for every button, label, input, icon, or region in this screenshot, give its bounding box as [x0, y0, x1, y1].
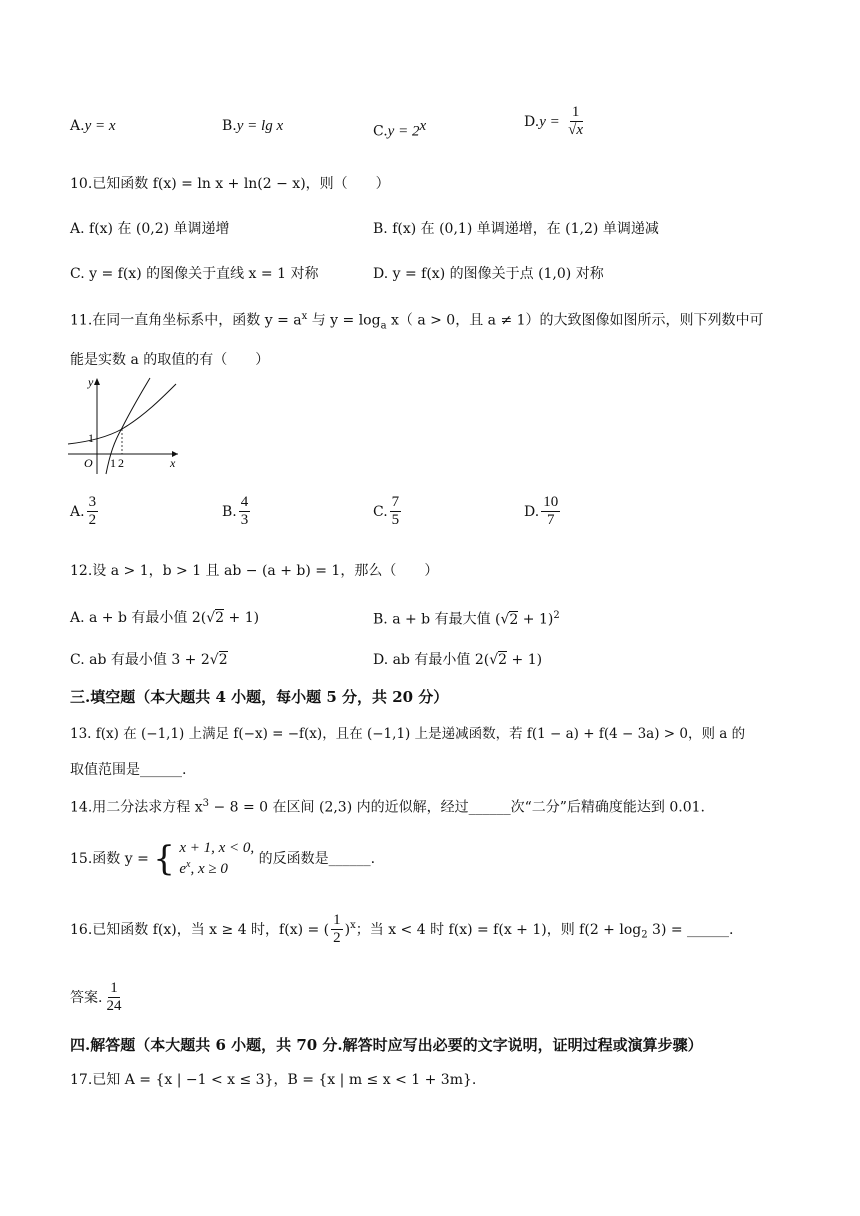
q12-option-d: D. ab 有最小值 2(√2 + 1)	[373, 652, 543, 668]
tick-1-label: 1	[110, 456, 116, 470]
section-4-title: 四.解答题（本大题共 6 小题，共 70 分.解答时应写出必要的文字说明，证明过程或演算步骤）	[70, 1036, 703, 1054]
q9-option-a: A.y = x	[70, 118, 116, 134]
q16: 16.已知函数 f(x)，当 x ≥ 4 时，f(x) = ( $\frac{1}{2}$ )$^x$；当 x < 4 时 f(x) = f(x + 1)，则 $f(2 + \log_2 3)$ = ______.	[70, 912, 734, 947]
q11-graph	[66, 374, 186, 478]
q12-stem: 12.设 a > 1，b > 1 且 ab − (a + b) = 1，那么（ ）	[70, 563, 439, 579]
q10-stem: 10.已知函数 f(x) = ln x + ln(2 − x)，则（ ）	[70, 176, 390, 192]
origin-label: O	[84, 456, 93, 470]
q10-option-a: A. f(x) 在 (0,2) 单调递增	[70, 221, 230, 237]
q9-option-c: $C.y = 2^x$	[373, 118, 427, 140]
q13-line2: 取值范围是______.	[70, 762, 187, 778]
y-intercept-label: 1	[88, 431, 94, 445]
q11-option-a: A. $\frac{3}{2}$	[70, 494, 97, 529]
q12-option-c: C. ab 有最小值 3 + 2√2	[70, 652, 228, 668]
q14: 14.用二分法求方程 $x^3 - 8 = 0$ 在区间 (2,3) 内的近似解，经过______次“二分”后精确度能达到 0.01.	[70, 798, 706, 816]
q10-option-c: C. y = f(x) 的图像关于直线 x = 1 对称	[70, 266, 319, 282]
q10-option-b: B. f(x) 在 (0,1) 单调递增，在 (1,2) 单调递减	[373, 221, 659, 237]
q13-line1: 13. f(x) 在 (−1,1) 上满足 f(−x) = −f(x)，且在 (−1,1) 上是递减函数，若 f(1 − a) + f(4 − 3a) > 0，则 a 的	[70, 726, 746, 742]
q11-option-b: B. $\frac{4}{3}$	[222, 494, 249, 529]
x-label: x	[170, 456, 176, 470]
y-label: y	[88, 375, 94, 389]
q11-option-c: C. $\frac{7}{5}$	[373, 494, 400, 529]
q11-stem-line2: 能是实数 a 的取值的有（ ）	[70, 352, 270, 368]
q9-option-b: B.y = lg x	[222, 118, 284, 134]
q9-option-d: D.y = $\frac{1}{√x}$	[524, 104, 584, 139]
q17: 17.已知 A = {x | −1 < x ≤ 3}，B = {x | m ≤ x < 1 + 3m}.	[70, 1072, 477, 1088]
q11-stem-line1: 11.在同一直角坐标系中，函数 $y = a^x$ 与 $y = \log_a x$（ a > 0，且 a ≠ 1）的大致图像如图所示，则下列数中可	[70, 311, 764, 332]
q12-option-a: A. a + b 有最小值 2(√2 + 1)	[70, 610, 260, 626]
q15-brace: {	[153, 838, 175, 879]
y-axis-arrow	[94, 378, 100, 385]
q11-option-d: D. $\frac{10}{7}$	[524, 494, 559, 529]
answer: 答案. $\frac{1}{24}$	[70, 980, 122, 1015]
tick-2-label: 2	[118, 456, 124, 470]
q15: 15.函数 y = { x + 1, x < 0, $e^x$, x ≥ 0 的反函数是______.	[70, 838, 376, 879]
section-3-title: 三.填空题（本大题共 4 小题，每小题 5 分，共 20 分）	[70, 688, 449, 706]
q12-option-b: B. a + b 有最大值 $(√2 + 1)^2$	[373, 610, 560, 628]
q10-option-d: D. y = f(x) 的图像关于点 (1,0) 对称	[373, 266, 604, 282]
